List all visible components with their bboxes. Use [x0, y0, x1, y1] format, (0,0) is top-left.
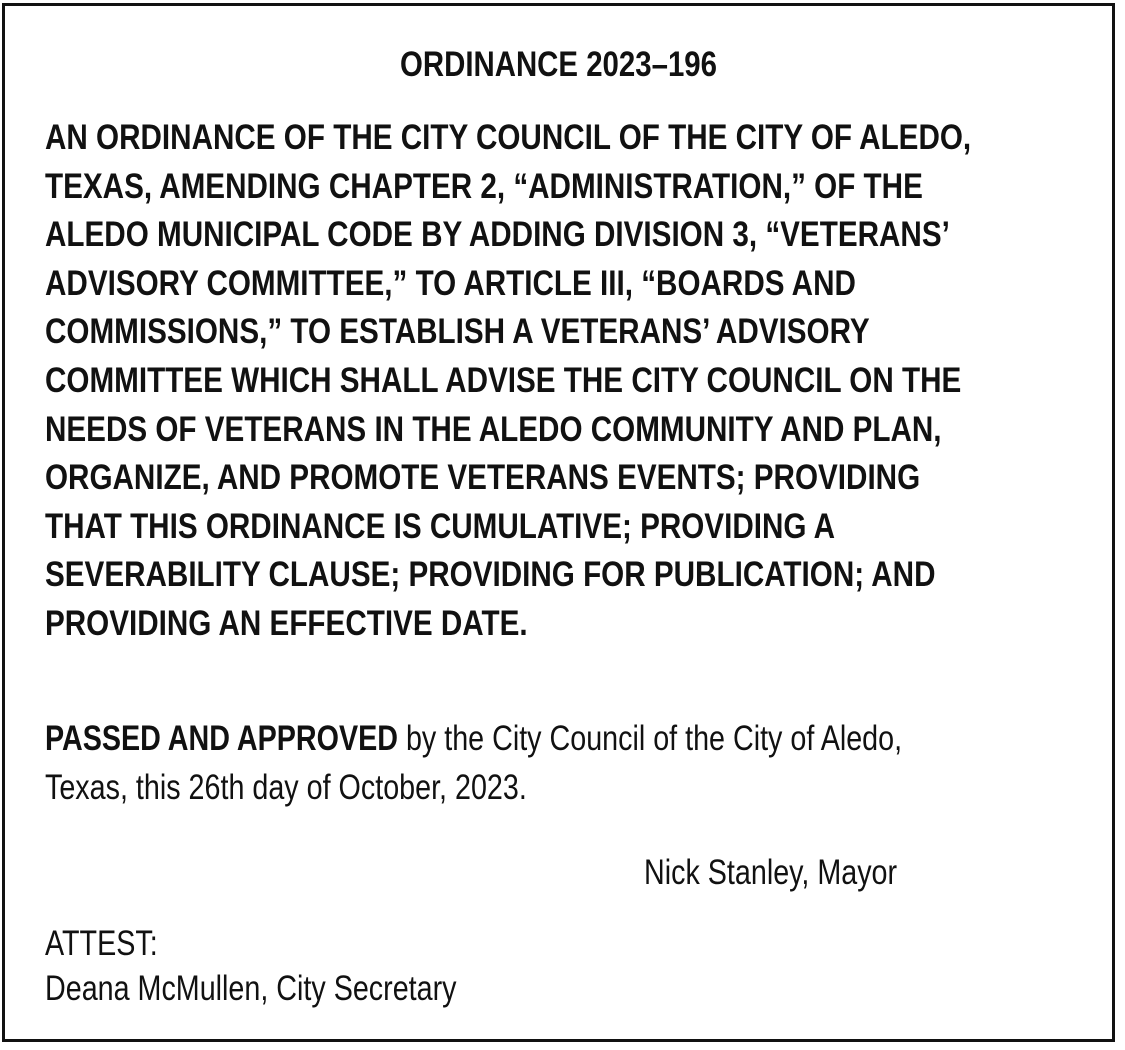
passed-line-1 — [45, 714, 1045, 763]
city-secretary-signature: Deana McMullen, City Secretary — [45, 969, 457, 1008]
mayor-signature: Nick Stanley, Mayor — [644, 853, 898, 892]
caption-line: ORGANIZE, AND PROMOTE VETERANS EVENTS; PROVIDING — [45, 458, 921, 498]
caption-line: COMMISSIONS,” TO ESTABLISH A VETERANS’ ADVISORY — [45, 312, 870, 352]
caption-line: SEVERABILITY CLAUSE; PROVIDING FOR PUBLICATION; AND — [45, 555, 936, 595]
caption-line: NEEDS OF VETERANS IN THE ALEDO COMMUNITY AND PLAN, — [45, 409, 942, 449]
caption-line: ADVISORY COMMITTEE,” TO ARTICLE III, “BOARDS AND — [45, 263, 856, 303]
caption-line: AN ORDINANCE OF THE CITY COUNCIL OF THE CITY OF ALEDO, — [45, 118, 972, 157]
passed-approved-lead: PASSED AND APPROVED — [45, 719, 398, 758]
ordinance-notice — [2, 3, 1115, 1042]
caption-line: COMMITTEE WHICH SHALL ADVISE THE CITY COUNCIL ON THE — [45, 360, 962, 400]
passed-line-2: Texas, this 26th day of October, 2023. — [45, 768, 527, 807]
ordinance-title: ORDINANCE 2023–196 — [399, 45, 718, 84]
caption-line: THAT THIS ORDINANCE IS CUMULATIVE; PROVIDING A — [45, 506, 835, 546]
passed-line-1-text: by the City Council of the City of Aledo, — [397, 719, 903, 758]
passed-approved-statement — [45, 714, 1045, 812]
caption-line: PROVIDING AN EFFECTIVE DATE. — [45, 603, 528, 643]
attest-block — [45, 921, 457, 1011]
attest-label: ATTEST: — [45, 924, 158, 963]
caption-line: TEXAS, AMENDING CHAPTER 2, “ADMINISTRATION,” OF THE — [45, 166, 923, 206]
caption-line: ALEDO MUNICIPAL CODE BY ADDING DIVISION 3, “VETERANS’ — [45, 215, 950, 255]
ordinance-caption — [45, 114, 1061, 649]
